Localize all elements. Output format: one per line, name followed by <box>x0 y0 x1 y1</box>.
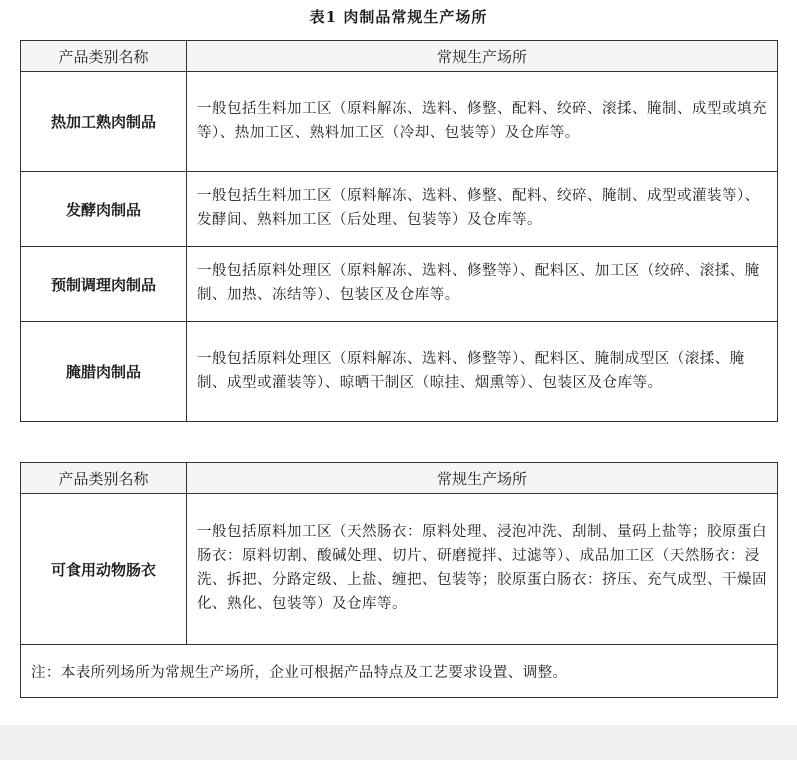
note-row <box>21 645 778 698</box>
table-row <box>21 247 778 322</box>
location-cell: 一般包括生料加工区（原料解冻、选料、修整、配料、绞碎、腌制、成型或灌装等）、发酵间、熟料加工区（后处理、包装等）及仓库等。 <box>187 172 778 247</box>
location-cell: 一般包括原料加工区（天然肠衣：原料处理、浸泡冲洗、刮制、量码上盐等；胶原蛋白肠衣：原料切割、酸碱处理、切片、研磨搅拌、过滤等）、成品加工区（天然肠衣：浸洗、拆把、分路定级、上盐、缠把、包装等；胶原蛋白肠衣：挤压、充气成型、干燥固化、熟化、包装等）及仓库等。 <box>187 494 778 645</box>
table-row <box>21 72 778 172</box>
table-title: 表1 肉制品常规生产场所 <box>309 8 488 26</box>
table-header-row <box>21 463 778 494</box>
animal-casing-table <box>20 462 778 698</box>
table-row <box>21 172 778 247</box>
table-row <box>21 494 778 645</box>
category-cell: 热加工熟肉制品 <box>21 72 187 172</box>
location-cell: 一般包括原料处理区（原料解冻、选料、修整等）、配料区、腌制成型区（滚揉、腌制、成型或灌装等）、晾晒干制区（晾挂、烟熏等）、包装区及仓库等。 <box>187 322 778 422</box>
table-note: 注：本表所列场所为常规生产场所，企业可根据产品特点及工艺要求设置、调整。 <box>21 645 778 698</box>
category-cell: 可食用动物肠衣 <box>21 494 187 645</box>
table-header-row <box>21 41 778 72</box>
header-category: 产品类别名称 <box>21 463 187 494</box>
header-location: 常规生产场所 <box>187 41 778 72</box>
category-cell: 发酵肉制品 <box>21 172 187 247</box>
category-cell: 预制调理肉制品 <box>21 247 187 322</box>
location-cell: 一般包括生料加工区（原料解冻、选料、修整、配料、绞碎、滚揉、腌制、成型或填充等）、热加工区、熟料加工区（冷却、包装等）及仓库等。 <box>187 72 778 172</box>
meat-products-table <box>20 40 778 422</box>
bottom-margin <box>0 725 797 760</box>
header-location: 常规生产场所 <box>187 463 778 494</box>
location-cell: 一般包括原料处理区（原料解冻、选料、修整等）、配料区、加工区（绞碎、滚揉、腌制、加热、冻结等）、包装区及仓库等。 <box>187 247 778 322</box>
table-row <box>21 322 778 422</box>
category-cell: 腌腊肉制品 <box>21 322 187 422</box>
header-category: 产品类别名称 <box>21 41 187 72</box>
